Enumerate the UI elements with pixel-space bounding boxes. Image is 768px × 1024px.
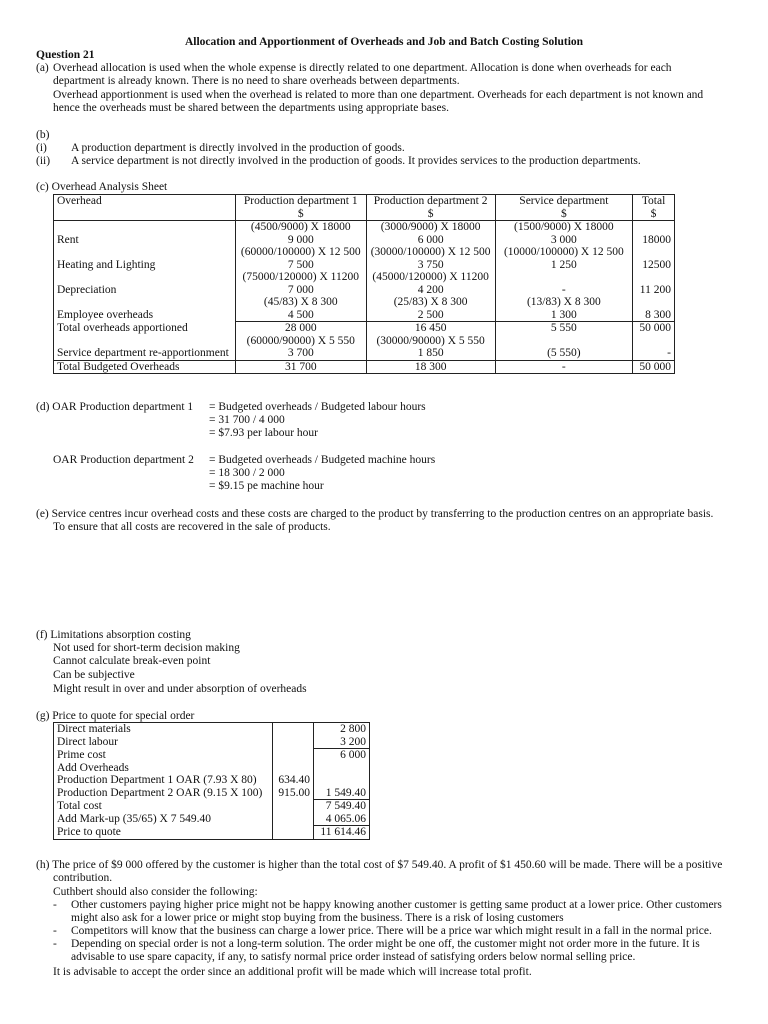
table-cell xyxy=(54,296,236,309)
answer-b-ii-label: (ii) xyxy=(36,155,51,167)
table-cell: (3000/9000) X 18000 xyxy=(366,221,495,234)
table-cell: 11 614.46 xyxy=(314,826,370,840)
table-row xyxy=(54,736,370,749)
header-overhead: Overhead xyxy=(54,195,236,221)
table-row xyxy=(54,259,675,272)
table-cell: 7 500 xyxy=(235,259,366,272)
table-cell: - xyxy=(633,347,675,360)
table-cell xyxy=(633,335,675,348)
header-service: Service department $ xyxy=(495,195,633,221)
table-cell: (45/83) X 8 300 xyxy=(235,296,366,309)
table-cell: Depreciation xyxy=(54,284,236,297)
table-cell: (13/83) X 8 300 xyxy=(495,296,633,309)
answer-b-ii-text: A service department is not directly involved in the production of goods. It provides services to the production departments. xyxy=(71,155,641,167)
answer-b-label: (b) xyxy=(36,129,50,141)
limitation-item: Cannot calculate break-even point xyxy=(53,655,211,667)
table-cell: 1 250 xyxy=(495,259,633,272)
answer-a-line1: Overhead allocation is used when the whole expense is directly related to one department. Allocation is done when overheads for each xyxy=(53,62,672,74)
table-cell: 3 000 xyxy=(495,234,633,247)
table-cell xyxy=(314,774,370,787)
table-cell: Heating and Lighting xyxy=(54,259,236,272)
table-cell: 7 549.40 xyxy=(314,800,370,813)
table-cell: Production Department 1 OAR (7.93 X 80) xyxy=(54,774,273,787)
table-cell xyxy=(273,800,314,813)
oar-p2-line2: = 18 300 / 2 000 xyxy=(209,467,285,479)
table-cell: 4 500 xyxy=(235,309,366,322)
table-cell: (1500/9000) X 18000 xyxy=(495,221,633,234)
table-cell: Employee overheads xyxy=(54,309,236,322)
table-header-row xyxy=(54,195,675,221)
table-cell: Price to quote xyxy=(54,826,273,840)
table-cell: 1 549.40 xyxy=(314,787,370,800)
table-cell xyxy=(633,246,675,259)
table-cell: 4 065.06 xyxy=(314,813,370,826)
table-cell: Direct labour xyxy=(54,736,273,749)
table-cell: (10000/100000) X 12 500 xyxy=(495,246,633,259)
table-row xyxy=(54,774,370,787)
table-cell: 3 200 xyxy=(314,736,370,749)
table-row xyxy=(54,246,675,259)
table-cell: 31 700 xyxy=(235,360,366,374)
table-cell: Production Department 2 OAR (9.15 X 100) xyxy=(54,787,273,800)
table-cell: Total Budgeted Overheads xyxy=(54,360,236,374)
table-row xyxy=(54,347,675,360)
table-row xyxy=(54,335,675,348)
table-cell: 2 500 xyxy=(366,309,495,322)
header-production-2: Production department 2 $ xyxy=(366,195,495,221)
list-item: - Competitors will know that the business can charge a lower price. There will be a price war which might result in a fall in the normal price. xyxy=(53,925,712,937)
table-row xyxy=(54,813,370,826)
table-cell xyxy=(633,221,675,234)
answer-h-line3: Cuthbert should also consider the following: xyxy=(53,886,258,898)
table-row xyxy=(54,296,675,309)
table-cell: 1 300 xyxy=(495,309,633,322)
table-cell: Rent xyxy=(54,234,236,247)
table-row xyxy=(54,826,370,840)
table-row xyxy=(54,800,370,813)
table-cell: 11 200 xyxy=(633,284,675,297)
price-quote-table xyxy=(53,722,370,840)
list-item: - Depending on special order is not a long-term solution. The order might be one off, the customer might not order more in the future. It is advisable to use spare capacity, if any, to satisfy normal price order instead of satisfying orders below normal selling price. xyxy=(53,938,700,963)
limitation-item: Might result in over and under absorption of overheads xyxy=(53,683,307,695)
table-cell: 915.00 xyxy=(273,787,314,800)
table-row xyxy=(54,234,675,247)
table-cell xyxy=(273,736,314,749)
list-item: - Other customers paying higher price might not be happy knowing another customer is getting same product at a lower price. Other customers might also ask for a lower price or might stop buying from the business. There is a risk of losing customers xyxy=(53,899,722,924)
table-cell: 4 200 xyxy=(366,284,495,297)
oar-p2-line1: = Budgeted overheads / Budgeted machine hours xyxy=(209,454,436,466)
table-cell: (60000/100000) X 12 500 xyxy=(235,246,366,259)
answer-a-label: (a) xyxy=(36,62,49,74)
table-cell xyxy=(273,826,314,840)
oar-p2-line3: = $9.15 pe machine hour xyxy=(209,480,324,492)
table-row xyxy=(54,284,675,297)
table-row xyxy=(54,749,370,762)
overhead-analysis-table xyxy=(53,194,675,374)
table-cell: Service department re-apportionment xyxy=(54,347,236,360)
oar-p1-line1: = Budgeted overheads / Budgeted labour hours xyxy=(209,401,426,413)
table-cell: 8 300 xyxy=(633,309,675,322)
table-cell: Total overheads apportioned xyxy=(54,322,236,335)
table-cell xyxy=(633,271,675,284)
answer-h-line1: (h) The price of $9 000 offered by the customer is higher than the total cost of $7 549.40. A profit of $1 450.60 will be made. There will be a positive xyxy=(36,859,723,871)
table-cell: Direct materials xyxy=(54,723,273,736)
oar-p1-line2: = 31 700 / 4 000 xyxy=(209,414,285,426)
table-row xyxy=(54,762,370,775)
table-cell: 6 000 xyxy=(366,234,495,247)
limitation-item: Not used for short-term decision making xyxy=(53,642,240,654)
table-cell xyxy=(495,271,633,284)
header-total: Total $ xyxy=(633,195,675,221)
table-cell: 28 000 xyxy=(235,322,366,335)
table-row xyxy=(54,787,370,800)
document-title: Allocation and Apportionment of Overheads and Job and Batch Costing Solution xyxy=(184,36,584,48)
table-cell: 18 300 xyxy=(366,360,495,374)
table-cell: (30000/90000) X 5 550 xyxy=(366,335,495,348)
answer-h-conclusion: It is advisable to accept the order since an additional profit will be made which will increase total profit. xyxy=(53,966,532,978)
table-cell: (4500/9000) X 18000 xyxy=(235,221,366,234)
table-cell: (25/83) X 8 300 xyxy=(366,296,495,309)
table-cell: (5 550) xyxy=(495,347,633,360)
table-row xyxy=(54,360,675,374)
answer-b-i-text: A production department is directly involved in the production of goods. xyxy=(71,142,405,154)
table-cell: 2 800 xyxy=(314,723,370,736)
table-cell: 50 000 xyxy=(633,322,675,335)
table-cell: Add Mark-up (35/65) X 7 549.40 xyxy=(54,813,273,826)
answer-a-line4: hence the overheads must be shared between the departments using appropriate bases. xyxy=(53,102,449,114)
table-cell xyxy=(495,335,633,348)
table-row xyxy=(54,322,675,335)
table-cell: (75000/120000) X 11200 xyxy=(235,271,366,284)
table-cell xyxy=(314,762,370,775)
answer-e-line1: (e) Service centres incur overhead costs and these costs are charged to the product by transferring to the production centres on an appropriate basis. xyxy=(36,508,714,520)
answer-a-line3: Overhead apportionment is used when the overhead is related to more than one department. Overheads for each department is not known and xyxy=(53,89,704,101)
table-cell xyxy=(273,762,314,775)
table-cell: 3 700 xyxy=(235,347,366,360)
table-cell: 634.40 xyxy=(273,774,314,787)
table-cell xyxy=(54,271,236,284)
table-cell: 1 850 xyxy=(366,347,495,360)
table-cell: 12500 xyxy=(633,259,675,272)
answer-b-i-label: (i) xyxy=(36,142,47,154)
table-cell: 3 750 xyxy=(366,259,495,272)
answer-a-line2: department is already known. There is no need to share overheads between departments. xyxy=(53,75,460,87)
table-cell: 6 000 xyxy=(314,749,370,762)
table-row xyxy=(54,309,675,322)
table-cell: 7 000 xyxy=(235,284,366,297)
table-cell: - xyxy=(495,360,633,374)
table-cell: Total cost xyxy=(54,800,273,813)
oar-p1-line3: = $7.93 per labour hour xyxy=(209,427,319,439)
table-cell xyxy=(273,813,314,826)
table-cell: 9 000 xyxy=(235,234,366,247)
considerations-list xyxy=(53,899,743,964)
table-cell: (60000/90000) X 5 550 xyxy=(235,335,366,348)
table-cell: (45000/120000) X 11200 xyxy=(366,271,495,284)
answer-f-heading: (f) Limitations absorption costing xyxy=(36,629,191,641)
oar-p2-label: OAR Production department 2 xyxy=(53,454,194,466)
oar-p1-label: (d) OAR Production department 1 xyxy=(36,401,194,413)
table-cell xyxy=(54,246,236,259)
table-row xyxy=(54,271,675,284)
table-cell xyxy=(633,296,675,309)
table-cell xyxy=(273,749,314,762)
table-cell: 18000 xyxy=(633,234,675,247)
table-cell: 16 450 xyxy=(366,322,495,335)
table-cell: Prime cost xyxy=(54,749,273,762)
limitation-item: Can be subjective xyxy=(53,669,135,681)
table-row xyxy=(54,221,675,234)
table-cell: 50 000 xyxy=(633,360,675,374)
answer-h-line2: contribution. xyxy=(53,872,113,884)
table-row xyxy=(54,723,370,736)
table-cell xyxy=(54,221,236,234)
answer-g-heading: (g) Price to quote for special order xyxy=(36,710,195,722)
header-production-1: Production department 1 $ xyxy=(235,195,366,221)
table-cell: Add Overheads xyxy=(54,762,273,775)
table-cell: - xyxy=(495,284,633,297)
answer-c-heading: (c) Overhead Analysis Sheet xyxy=(36,181,168,193)
table-cell: 5 550 xyxy=(495,322,633,335)
answer-e-line2: To ensure that all costs are recovered in the sale of products. xyxy=(53,521,331,533)
table-cell xyxy=(54,335,236,348)
table-cell: (30000/100000) X 12 500 xyxy=(366,246,495,259)
question-heading: Question 21 xyxy=(36,49,95,61)
table-cell xyxy=(273,723,314,736)
